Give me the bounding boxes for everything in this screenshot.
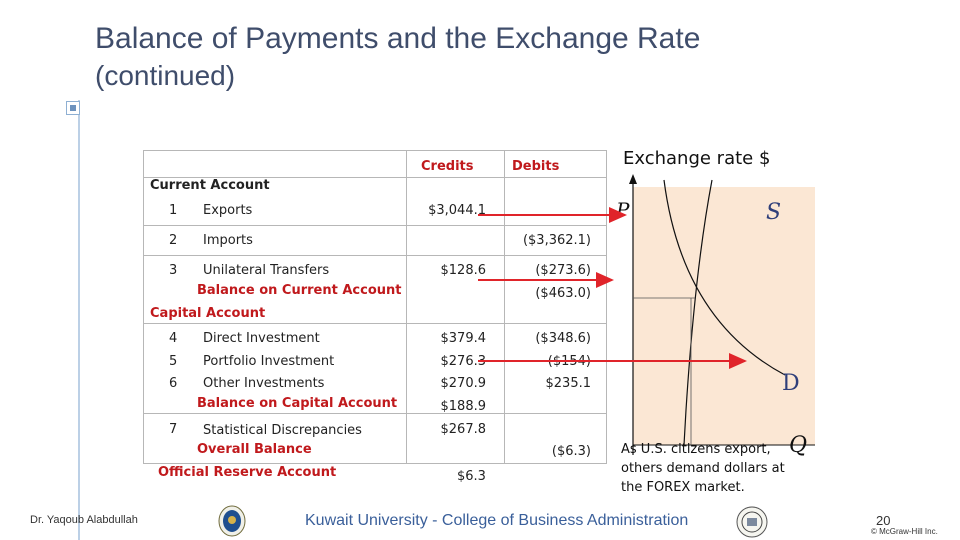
slide-title: Balance of Payments and the Exchange Rate	[95, 22, 701, 55]
credit-value: $379.4	[440, 331, 486, 346]
balance-current-label: Balance on Current Account	[197, 283, 402, 298]
demand-label: D	[782, 371, 800, 396]
slide-subtitle: (continued)	[95, 60, 236, 91]
debit-value: ($273.6)	[535, 263, 591, 278]
overall-balance-value: ($6.3)	[551, 444, 591, 459]
credit-value: $3,044.1	[428, 203, 486, 218]
row-number: 5	[169, 354, 178, 369]
official-reserve-label: Official Reserve Account	[158, 465, 337, 480]
row-label: Direct Investment	[203, 331, 320, 346]
quantity-axis-label: Q	[789, 433, 808, 458]
balance-capital-label: Balance on Capital Account	[197, 396, 398, 411]
row-number: 2	[169, 233, 178, 248]
current-account-label: Current Account	[150, 178, 270, 193]
exchange-rate-axis-title: Exchange rate $	[623, 148, 771, 169]
debit-value: ($348.6)	[535, 331, 591, 346]
overall-balance-label: Overall Balance	[197, 442, 312, 457]
row-number: 7	[169, 422, 178, 437]
row-label: Statistical Discrepancies	[203, 423, 362, 438]
debits-header: Debits	[512, 159, 560, 174]
row-label: Other Investments	[203, 376, 325, 391]
copyright-text: © McGraw-Hill Inc.	[871, 527, 938, 536]
debit-value: ($154)	[547, 354, 591, 369]
row-number: 6	[169, 376, 178, 391]
university-seal-icon	[218, 505, 246, 537]
official-reserve-value: $6.3	[457, 469, 486, 484]
row-label: Imports	[203, 233, 253, 248]
capital-account-label: Capital Account	[150, 306, 266, 321]
credit-value: $276.3	[440, 354, 486, 369]
price-axis-label: P	[616, 198, 630, 222]
supply-label: S	[766, 200, 782, 225]
row-number: 1	[169, 203, 178, 218]
credit-value: $270.9	[440, 376, 486, 391]
forex-note: As U.S. citizens export, others demand dollars at the FOREX market.	[621, 442, 785, 495]
row-label: Unilateral Transfers	[203, 263, 330, 278]
row-number: 4	[169, 331, 178, 346]
credit-value: $128.6	[440, 263, 486, 278]
balance-capital-value: $188.9	[440, 399, 486, 414]
row-label: Exports	[203, 203, 253, 218]
debit-value: ($3,362.1)	[522, 233, 591, 248]
row-label: Portfolio Investment	[203, 354, 335, 369]
credits-header: Credits	[421, 159, 474, 174]
row-number: 3	[169, 263, 178, 278]
author-name: Dr. Yaqoub Alabdullah	[30, 514, 138, 526]
institution-name: Kuwait University - College of Business Administration	[305, 512, 689, 529]
page-number: 20	[876, 513, 891, 528]
balance-current-value: ($463.0)	[535, 286, 591, 301]
credit-value: $267.8	[440, 422, 486, 437]
debit-value: $235.1	[545, 376, 591, 391]
college-seal-icon	[736, 506, 768, 538]
